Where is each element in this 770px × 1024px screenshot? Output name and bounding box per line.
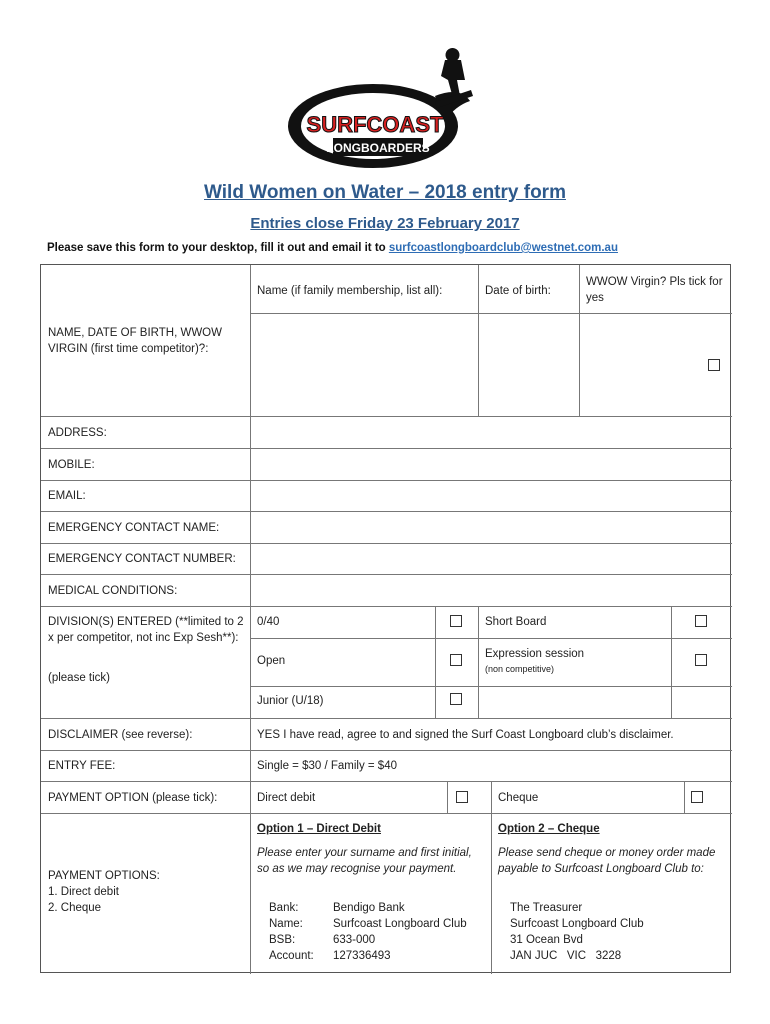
- option1-instructions: Please enter your surname and first initial, so as we may recognise your payment.: [257, 847, 472, 875]
- division-open-checkbox[interactable]: [450, 654, 462, 666]
- label-divisions-note: (please tick): [48, 672, 110, 684]
- payment-cheque-label: Cheque: [498, 792, 539, 804]
- option1-bank: Bendigo Bank: [333, 902, 405, 914]
- email-link[interactable]: surfcoastlongboardclub@westnet.com.au: [388, 242, 618, 254]
- entry-form-table: [40, 264, 731, 973]
- label-email: EMAIL:: [48, 490, 86, 502]
- address-input[interactable]: [257, 420, 727, 446]
- disclaimer-text: YES I have read, agree to and signed the Surf Coast Longboard club’s disclaimer.: [257, 729, 674, 741]
- option1-title: Option 1 – Direct Debit: [257, 823, 381, 835]
- surfcoast-logo: [285, 46, 475, 171]
- option1-bsb: 633-000: [333, 934, 376, 946]
- label-mobile: MOBILE:: [48, 459, 95, 471]
- header-name: Name (if family membership, list all):: [257, 285, 443, 297]
- payment-debit-label: Direct debit: [257, 792, 316, 804]
- option1-account-label: Account:: [269, 950, 314, 962]
- division-040-checkbox[interactable]: [450, 615, 462, 627]
- instructions: [47, 242, 618, 254]
- division-expression-label: Expression session: [485, 648, 585, 660]
- form-subtitle: Entries close Friday 23 February 2017: [250, 215, 520, 232]
- label-payment-option: PAYMENT OPTION (please tick):: [48, 792, 218, 804]
- division-junior-checkbox[interactable]: [450, 693, 462, 705]
- division-junior-label: Junior (U/18): [257, 695, 324, 707]
- label-disclaimer: DISCLAIMER (see reverse):: [48, 729, 193, 741]
- option1-name-label: Name:: [269, 918, 303, 930]
- division-expression-checkbox[interactable]: [695, 654, 707, 666]
- label-divisions: DIVISION(S) ENTERED (**limited to 2 x per competitor, not inc Exp Sesh**):: [48, 616, 244, 644]
- option1-bsb-label: BSB:: [269, 934, 296, 946]
- label-emergency-number: EMERGENCY CONTACT NUMBER:: [48, 553, 236, 565]
- division-expression-note: (non competitive): [485, 664, 555, 674]
- option2-instructions: Please send cheque or money order made payable to Surfcoast Longboard Club to:: [498, 847, 716, 875]
- option2-line4: JAN JUC VIC 3228: [510, 950, 622, 962]
- option2-line2: Surfcoast Longboard Club: [510, 918, 644, 930]
- mobile-input[interactable]: [257, 452, 727, 478]
- form-title: Wild Women on Water – 2018 entry form: [204, 182, 566, 203]
- label-address: ADDRESS:: [48, 427, 107, 439]
- division-040-label: 0/40: [257, 616, 280, 628]
- option1-name: Surfcoast Longboard Club: [333, 918, 467, 930]
- division-open-label: Open: [257, 655, 286, 667]
- header-dob: Date of birth:: [485, 285, 551, 297]
- label-medical: MEDICAL CONDITIONS:: [48, 585, 178, 597]
- emergency-number-input[interactable]: [257, 547, 727, 573]
- header-virgin: WWOW Virgin? Pls tick for yes: [586, 276, 723, 304]
- label-payment-options: PAYMENT OPTIONS:: [48, 870, 160, 882]
- option2-title: Option 2 – Cheque: [498, 823, 600, 835]
- label-payment-opt1: 1. Direct debit: [48, 886, 119, 898]
- label-entry-fee: ENTRY FEE:: [48, 760, 116, 772]
- label-payment-opt2: 2. Cheque: [48, 902, 102, 914]
- option1-account: 127336493: [333, 950, 391, 962]
- dob-input[interactable]: [485, 325, 573, 405]
- email-input[interactable]: [257, 484, 727, 510]
- emergency-name-input[interactable]: [257, 515, 727, 541]
- entry-fee-text: Single = $30 / Family = $40: [257, 760, 397, 772]
- label-name-dob: NAME, DATE OF BIRTH, WWOW VIRGIN (first time competitor)?:: [48, 327, 222, 355]
- label-emergency-name: EMERGENCY CONTACT NAME:: [48, 522, 220, 534]
- virgin-checkbox[interactable]: [708, 359, 720, 371]
- option2-line1: The Treasurer: [510, 902, 583, 914]
- svg-text:LONGBOARDERS: LONGBOARDERS: [326, 141, 430, 155]
- medical-input[interactable]: [257, 578, 727, 604]
- payment-debit-checkbox[interactable]: [456, 791, 468, 803]
- option2-line3: 31 Ocean Bvd: [510, 934, 583, 946]
- name-input[interactable]: [257, 325, 471, 405]
- instructions-text: Please save this form to your desktop, fill it out and email it to: [47, 242, 389, 254]
- division-shortboard-checkbox[interactable]: [695, 615, 707, 627]
- payment-cheque-checkbox[interactable]: [691, 791, 703, 803]
- svg-text:SURFCOAST: SURFCOAST: [306, 112, 444, 137]
- division-shortboard-label: Short Board: [485, 616, 547, 628]
- option1-bank-label: Bank:: [269, 902, 299, 914]
